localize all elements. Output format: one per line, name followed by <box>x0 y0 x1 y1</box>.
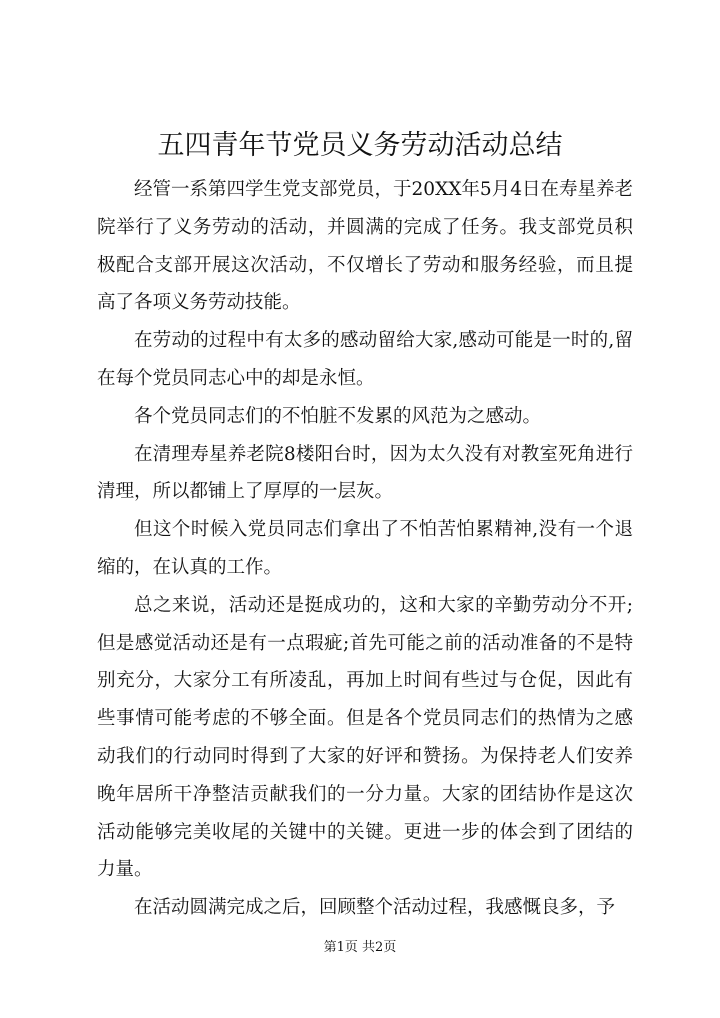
paragraph-7: 在活动圆满完成之后，回顾整个活动过程，我感慨良多，予 <box>134 897 616 919</box>
document-body <box>97 171 633 927</box>
paragraph-5: 但这个时候入党员同志们拿出了不怕苦怕累精神,没有一个退缩的，在认真的工作。 <box>97 519 633 578</box>
paragraph-6: 总之来说，活动还是挺成功的，这和大家的辛勤劳动分不开;但是感觉活动还是有一点瑕疵;首先可能之前的活动准备的不是特别充分，大家分工有所凌乱，再加上时间有些过与仓促，因此有些事情可能考虑的不够全面。但是各个党员同志们的热情为之感动我们的行动同时得到了大家的好评和赞扬。为保持老人们安养晚年居所干净整洁贡献我们的一分力量。大家的团结协作是这次活动能够完美收尾的关键中的关键。更进一步的体会到了团结的力量。 <box>97 594 633 881</box>
paragraph-3: 各个党员同志们的不怕脏不发累的风范为之感动。 <box>134 405 542 427</box>
paragraph-2: 在劳动的过程中有太多的感动留给大家,感动可能是一时的,留在每个党员同志心中的却是永恒。 <box>97 330 633 389</box>
document-title: 五四青年节党员义务劳动活动总结 <box>157 130 563 161</box>
paragraph-4: 在清理寿星养老院8楼阳台时，因为太久没有对教室死角进行清理，所以都铺上了厚厚的一层灰。 <box>97 443 633 503</box>
paragraph-1: 经管一系第四学生党支部党员，于20XX年5月4日在寿星养老院举行了义务劳动的活动，并圆满的完成了任务。我支部党员积极配合支部开展这次活动，不仅增长了劳动和服务经验，而且提高了各项义务劳动技能。 <box>97 179 633 314</box>
page-number-footer: 第1页 共2页 <box>323 940 397 955</box>
